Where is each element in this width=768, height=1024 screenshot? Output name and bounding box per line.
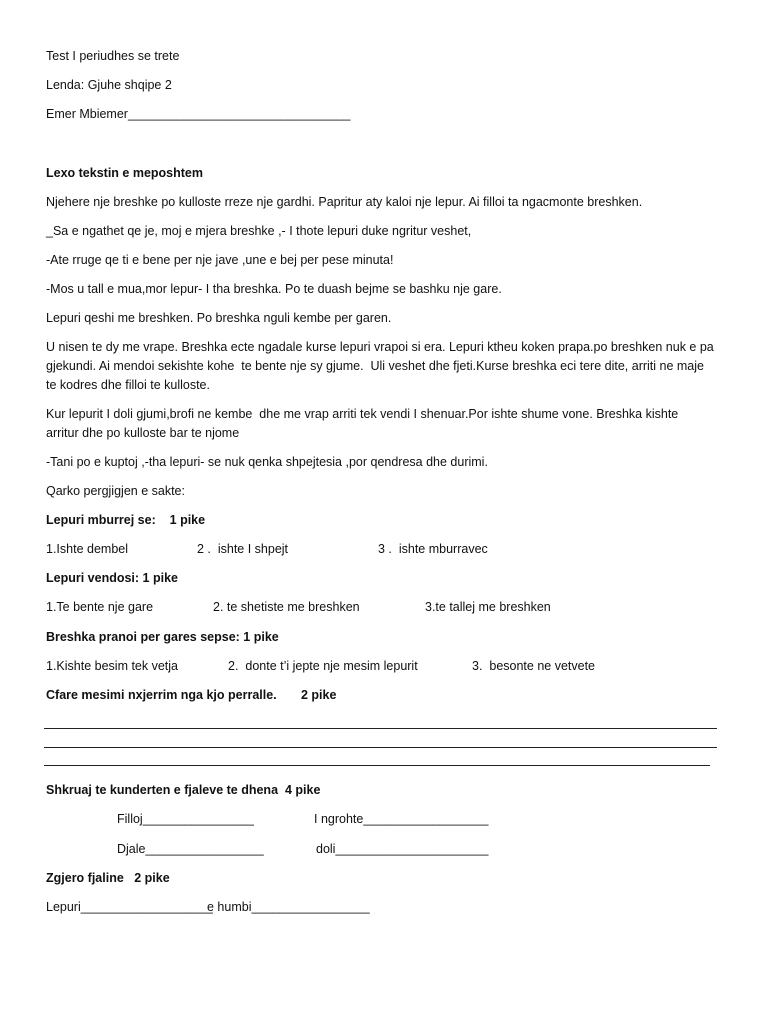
paragraph-6-line: te kodres dhe filloi te kulloste. [46,378,210,392]
question-2-option-3[interactable]: 3.te tallej me breshken [425,600,551,614]
paragraph-6-line: gjekundi. Ai mendoi sekishte kohe te bente nje sy gjume. Uli veshet dhe fjeti.Kurse breshka eci tere dite, arriti ne maje [46,359,704,373]
paragraph-8: -Tani po e kuptoj ,-tha lepuri- se nuk qenka shpejtesia ,por qendresa dhe durimi. [46,455,488,469]
question-1-option-1[interactable]: 1.Ishte dembel [46,542,128,556]
question-2-option-2[interactable]: 2. te shetiste me breshken [213,600,360,614]
paragraph-3: -Ate rruge qe ti e bene per nje jave ,une e bej per pese minuta! [46,253,394,267]
test-title: Test I periudhes se trete [46,49,180,63]
answer-line[interactable] [44,765,710,766]
paragraph-4: -Mos u tall e mua,mor lepur- I tha breshka. Po te duash bejme se bashku nje gare. [46,282,502,296]
sentence-start[interactable]: Lepuri___________________ [46,900,213,914]
paragraph-1: Njehere nje breshke po kulloste rreze nje gardhi. Papritur aty kaloi nje lepur. Ai filloi ta ngacmonte breshken. [46,195,643,209]
question-2-prompt: Lepuri vendosi: 1 pike [46,571,178,585]
questions-instruction: Qarko pergjigjen e sakte: [46,484,185,498]
paragraph-6-line: U nisen te dy me vrape. Breshka ecte ngadale kurse lepuri vrapoi si era. Lepuri ktheu koken prapa.po breshken nuk e pa [46,340,714,354]
antonym-item-ngrohte[interactable]: I ngrohte__________________ [314,812,489,826]
antonym-item-djale[interactable]: Djale_________________ [117,842,264,856]
question-1-option-3[interactable]: 3 . ishte mburravec [378,542,488,556]
question-1-option-2[interactable]: 2 . ishte I shpejt [197,542,289,556]
question-3-option-3[interactable]: 3. besonte ne vetvete [472,659,596,673]
question-3-option-2[interactable]: 2. donte t’i jepte nje mesim lepurit [228,659,418,673]
paragraph-5: Lepuri qeshi me breshken. Po breshka nguli kembe per garen. [46,311,392,325]
answer-line[interactable] [44,747,717,748]
paragraph-7-line: arritur dhe po kulloste bar te njome [46,426,240,440]
reading-instruction: Lexo tekstin e meposhtem [46,166,203,180]
question-3-prompt: Breshka pranoi per gares sepse: 1 pike [46,630,279,644]
paragraph-7-line: Kur lepurit I doli gjumi,brofi ne kembe dhe me vrap arriti tek vendi I shenuar.Por ishte shume vone. Breshka kishte [46,407,679,421]
question-3-option-1[interactable]: 1.Kishte besim tek vetja [46,659,179,673]
antonym-item-doli[interactable]: doli______________________ [316,842,489,856]
answer-line[interactable] [44,728,717,729]
name-field[interactable]: Emer Mbiemer________________________________ [46,107,351,121]
sentence-end[interactable]: e humbi_________________ [207,900,370,914]
question-4-prompt: Cfare mesimi nxjerrim nga kjo perralle. 2 pike [46,688,337,702]
antonym-item-filloj[interactable]: Filloj________________ [117,812,254,826]
question-2-option-1[interactable]: 1.Te bente nje gare [46,600,154,614]
question-5-prompt: Shkruaj te kunderten e fjaleve te dhena 4 pike [46,783,321,797]
subject-line: Lenda: Gjuhe shqipe 2 [46,78,172,92]
question-1-prompt: Lepuri mburrej se: 1 pike [46,513,206,527]
question-6-prompt: Zgjero fjaline 2 pike [46,871,170,885]
paragraph-2: _Sa e ngathet qe je, moj e mjera breshke ,- I thote lepuri duke ngritur veshet, [46,224,472,238]
